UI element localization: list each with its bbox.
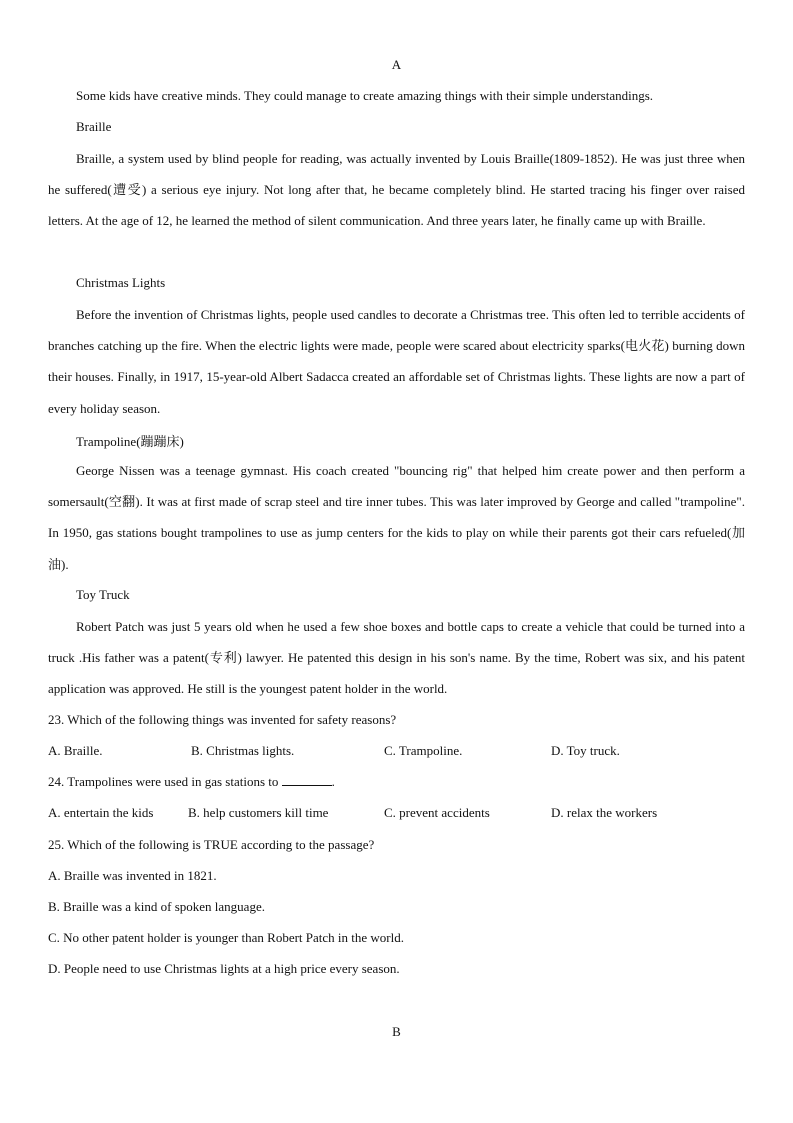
q23-option-b: B. Christmas lights. (191, 743, 295, 758)
trampoline-text: George Nissen was a teenage gymnast. His coach created "bouncing rig" that helped him create power and then perform a somersault(空翻). It was at first made of scrap steel and tire inner tubes. This was later improved by George and called "trampoline". In 1950, gas stations bought trampolines to use as jump centers for the kids to play on while their parents got their cars refueled(加油). (48, 463, 745, 572)
braille-paragraph (48, 143, 745, 237)
q24-option-b: B. help customers kill time (188, 805, 329, 820)
q23-option-c: C. Trampoline. (384, 743, 463, 758)
section-b-label: B (392, 1024, 401, 1039)
q24-option-a: A. entertain the kids (48, 805, 154, 820)
toytruck-text: Robert Patch was just 5 years old when he used a few shoe boxes and bottle caps to create a vehicle that could be turned into a truck .His father was a patent(专利) lawyer. He patented this design in his son's name. By the time, Robert was six, and his patent application was approved. He still is the youngest patent holder in the world. (48, 619, 745, 697)
q24-stem-end: . (331, 774, 335, 789)
q25-option-b: B. Braille was a kind of spoken language. (48, 899, 265, 914)
q23-stem: 23. Which of the following things was invented for safety reasons? (48, 712, 397, 727)
christmas-text: Before the invention of Christmas lights, people used candles to decorate a Christmas tree. This often led to terrible accidents of branches catching up the fire. When the electric lights were made, people were scared about electricity sparks(电火花) burning down their houses. Finally, in 1917, 15-year-old Albert Sadacca created an affordable set of Christmas lights. These lights are now a part of every holiday season. (48, 307, 745, 416)
intro-text: Some kids have creative minds. They could manage to create amazing things with their simple understandings. (76, 88, 654, 103)
braille-heading: Braille (76, 119, 112, 134)
q24-option-c: C. prevent accidents (384, 805, 490, 820)
trampoline-paragraph (48, 455, 745, 580)
braille-text: Braille, a system used by blind people for reading, was actually invented by Louis Braille(1809-1852). He was just three when he suffered(遭受) a serious eye injury. Not long after that, he became completely blind. He started tracing his finger over raised letters. At the age of 12, he learned the method of silent communication. And three years later, he finally came up with Braille. (48, 151, 745, 229)
section-a-label: A (391, 57, 402, 72)
answer-blank (282, 775, 332, 786)
christmas-heading: Christmas Lights (76, 275, 166, 290)
q23-option-a: A. Braille. (48, 743, 103, 758)
q24-option-d: D. relax the workers (551, 805, 658, 820)
christmas-paragraph (48, 299, 745, 424)
trampoline-heading: Trampoline(蹦蹦床) (76, 434, 184, 449)
q25-option-a: A. Braille was invented in 1821. (48, 868, 217, 883)
q24-stem: 24. Trampolines were used in gas stations to (48, 774, 279, 789)
q25-option-c: C. No other patent holder is younger than Robert Patch in the world. (48, 930, 404, 945)
q25-stem: 25. Which of the following is TRUE according to the passage? (48, 837, 375, 852)
q24-stem-line (48, 774, 335, 790)
toytruck-paragraph (48, 611, 745, 705)
q23-option-d: D. Toy truck. (551, 743, 620, 758)
q25-option-d: D. People need to use Christmas lights at a high price every season. (48, 961, 400, 976)
toytruck-heading: Toy Truck (76, 587, 130, 602)
